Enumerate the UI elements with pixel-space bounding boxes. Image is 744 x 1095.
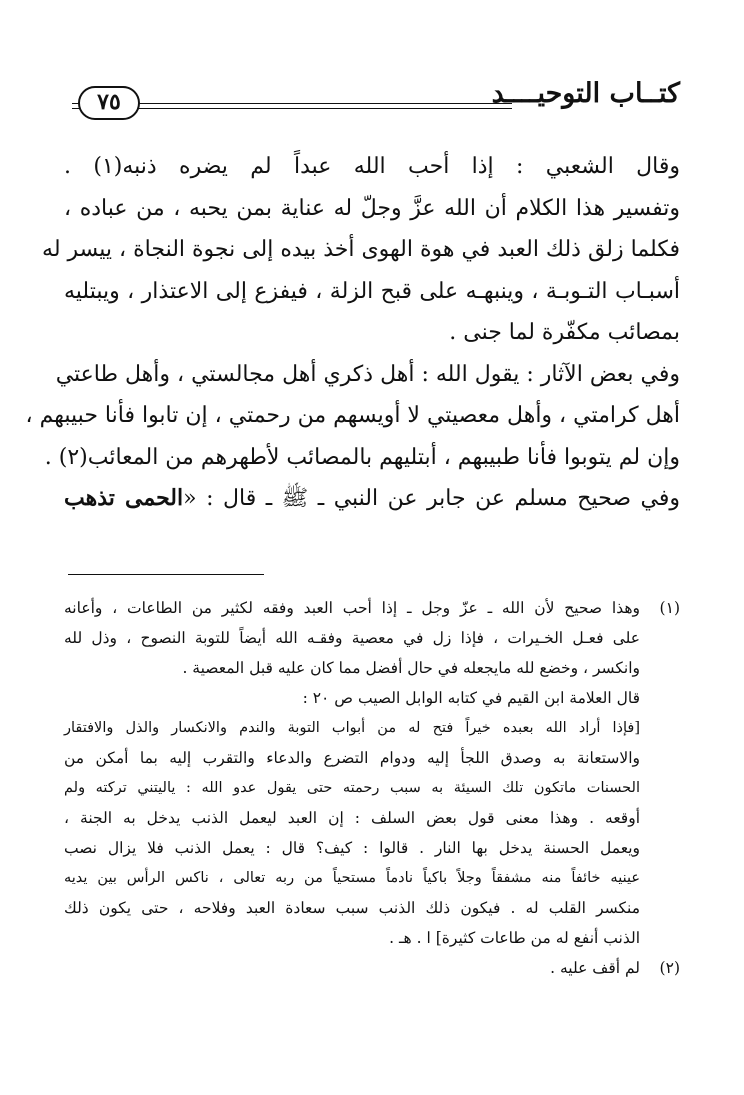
hadith-intro: وفي صحيح مسلم عن جابر عن النبي ـ ﷺ ـ قال : « <box>183 486 680 511</box>
book-title: كتــاب التوحيــــد <box>491 78 680 109</box>
footnote-line: وانكسر ، وخضع لله مايجعله في حال أفضل مما كان عليه قبل المعصية . <box>182 659 640 677</box>
footnote-line: [فإذا أراد الله بعبده خيراً فتح له من أبواب التوبة والندم والانكسار والذل والافتقار <box>64 720 640 736</box>
text-line: أسبـاب التـوبـة ، وينبهـه على قبح الزلة ، فيفزع إلى الاعتذار ، ويبتليه <box>64 278 680 304</box>
footnote-line: منكسر القلب له . فيكون ذلك الذنب سبب سعادة العبد وفلاحه ، حتى يكون ذلك <box>64 899 640 917</box>
page-number: ٧٥ <box>78 86 140 120</box>
footnote-line: الذنب أنفع له من طاعات كثيرة] ا . هـ . <box>389 929 640 947</box>
footnote-2 <box>64 953 680 983</box>
footnote-line: عينيه خائفاً منه مشفقاً وجلاً باكياً نادماً مستحياً من ربه تعالى ، ناكس الرأس بين يديه <box>64 870 640 886</box>
text-line: وتفسير هذا الكلام أن الله عزَّ وجلّ له عناية بمن يحبه ، من عباده ، <box>64 195 680 221</box>
footnote-1 <box>64 593 680 953</box>
footnote-number: (١) <box>659 599 680 617</box>
footnote-line: لم أقف عليه . <box>550 959 640 977</box>
text-line: أهل كرامتي ، وأهل معصيتي لا أويسهم من رحمتي ، إن تابوا فأنا حبيبهم ، <box>25 403 680 428</box>
footnote-line: على فعـل الخـيرات ، فإذا زل في معصية وفقـه الله أيضاً للتوبة النصوح ، وذل لله <box>64 629 640 647</box>
footnote-body <box>64 953 640 983</box>
footnote-line: والاستعانة به وصدق اللجأ إليه ودوام التضرع والدعاء والتقرب إليه بما أمكن من <box>64 749 640 767</box>
text-line-hadith <box>64 478 680 520</box>
footnote-line: ويعمل الحسنة يدخل بها النار . قالوا : كيف؟ قال : يعمل الذنب فلا يزال نصب <box>64 839 640 857</box>
footnote-line: قال العلامة ابن القيم في كتابه الوابل الصيب ص ٢٠ : <box>302 689 640 707</box>
footnotes <box>64 593 680 983</box>
footnote-number: (٢) <box>659 959 680 977</box>
footnote-body <box>64 593 640 953</box>
text-line: وقال الشعبي : إذا أحب الله عبداً لم يضره ذنبه(١) . <box>64 154 680 179</box>
main-text <box>25 146 680 520</box>
text-line: وفي بعض الآثار : يقول الله : أهل ذكري أهل مجالستي ، وأهل طاعتي <box>55 361 680 387</box>
footnote-line: وهذا صحيح لأن الله ـ عزّ وجل ـ إذا أحب العبد وفقه لكثير من الطاعات ، وأعانه <box>64 599 640 617</box>
text-line: بمصائب مكفّرة لما جنى . <box>449 320 680 345</box>
text-line: فكلما زلق ذلك العبد في هوة الهوى أخذ بيده إلى نجوة النجاة ، ييسر له <box>42 237 680 262</box>
text-line: وإن لم يتوبوا فأنا طبيبهم ، أبتليهم بالمصائب لأطهرهم من المعائب(٢) . <box>44 444 680 470</box>
hadith-quote: الحمى تذهب <box>64 485 184 511</box>
page-header <box>72 78 680 120</box>
footnote-line: أوقعه . وهذا معنى قول بعض السلف : إن العبد ليعمل الذنب يدخل به الجنة ، <box>64 809 640 827</box>
footnote-divider <box>68 574 264 575</box>
footnote-line: الحسنات ماتكون تلك السيئة به سبب رحمته حتى يقول عدو الله : ياليتني تركته ولم <box>64 780 640 796</box>
